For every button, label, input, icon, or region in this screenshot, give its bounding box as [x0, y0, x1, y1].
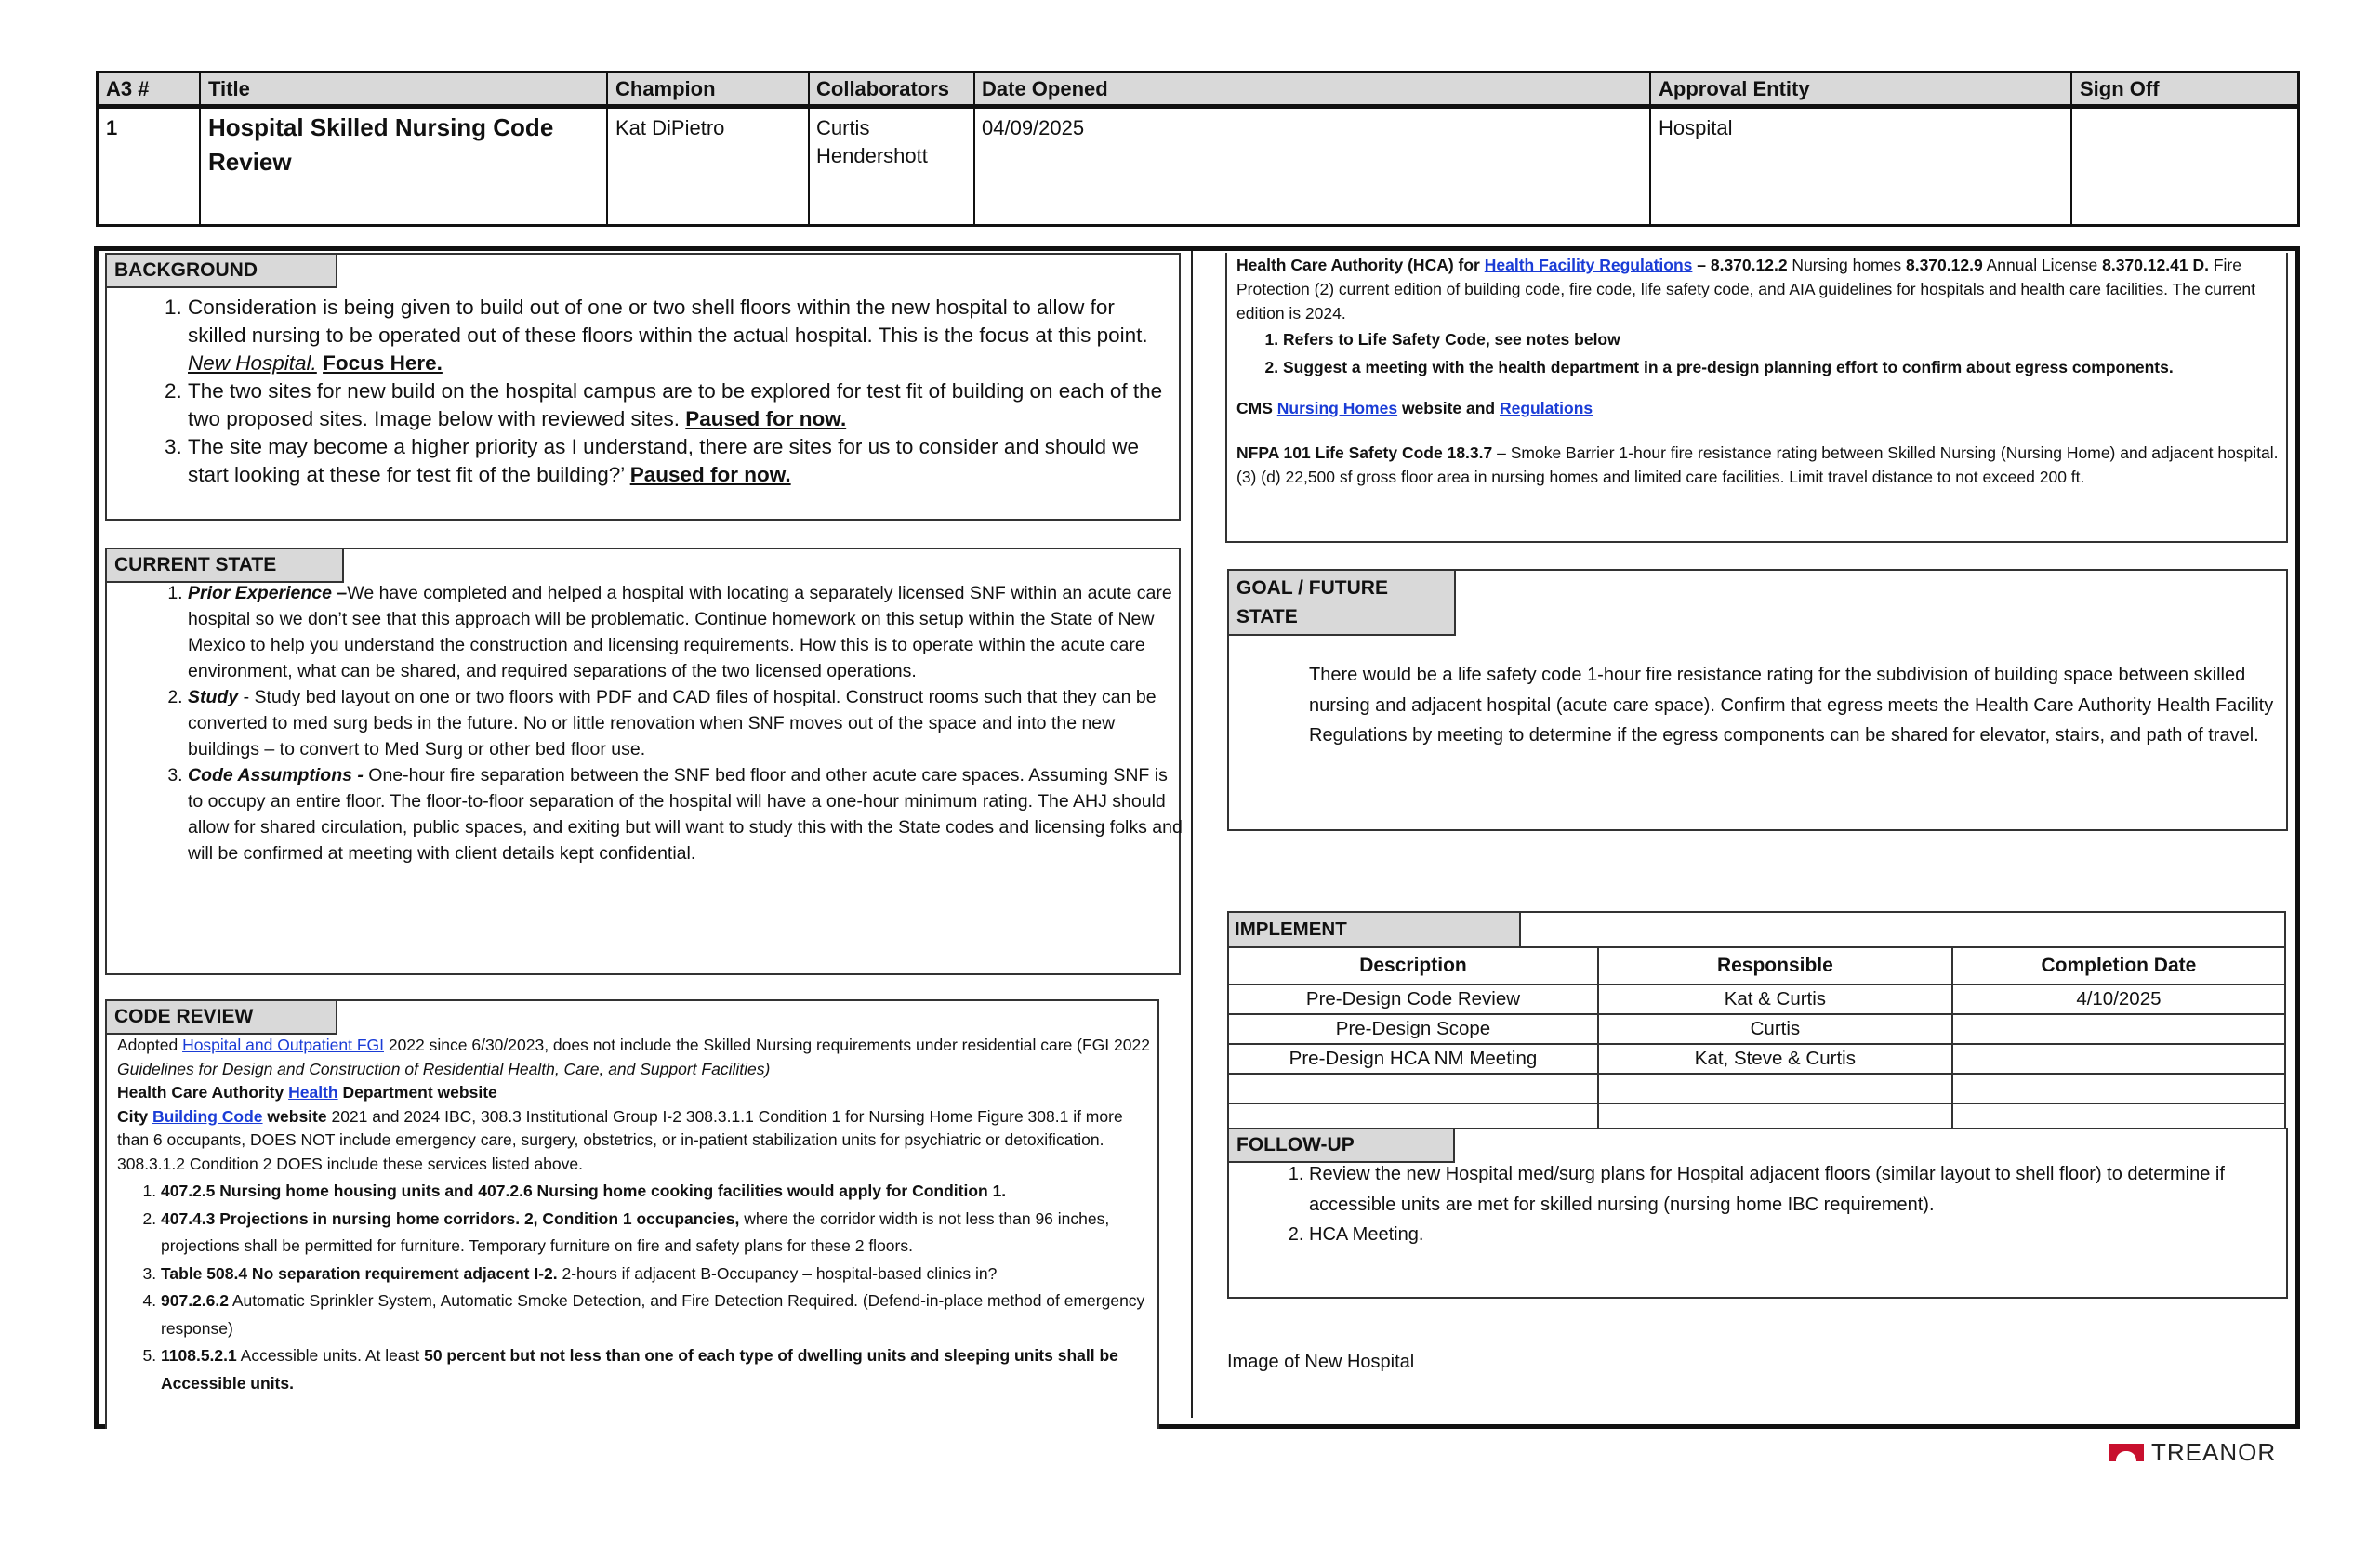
implement-col-responsible: Responsible [1598, 947, 1952, 984]
implement-responsible[interactable]: Curtis [1598, 1014, 1952, 1044]
col-divider [973, 73, 975, 224]
col-divider [2070, 73, 2072, 224]
implement-date[interactable]: 4/10/2025 [1952, 984, 2285, 1014]
treanor-logo [2109, 1440, 2276, 1464]
code-item: 5. 1108.5.2.1 Accessible units. At least 50 percent but not less than one of each type of dwelling units and sleeping units shall be Accessible units. [161, 1342, 1158, 1397]
code-review-heading: CODE REVIEW [105, 999, 337, 1035]
implement-description[interactable]: Pre-Design HCA NM Meeting [1228, 1044, 1598, 1074]
header-title: Title [208, 77, 250, 100]
implement-date[interactable] [1952, 1044, 2285, 1074]
follow-up-heading: FOLLOW-UP [1227, 1128, 1455, 1163]
implement-row [1228, 1014, 2285, 1044]
current-state-item: 3. Code Assumptions - One-hour fire separation between the SNF bed floor and other acute care spaces. Assuming SNF is to occupy an entire floor. The floor-to-floor separation of the hospital will have a one-hour minimum rating. The AHJ should allow for shared circulation, public spaces, and exiting but will want to study this with the State codes and licensing folks and will be confirmed at meeting with client details kept confidential. [188, 762, 1183, 866]
current-state-item: 2. Study - Study bed layout on one or two floors with PDF and CAD files of hospital. Construct rooms such that they can be converted to med surg beds in the future. No or little renovation when SNF moves out of the space and into the new buildings – to convert to Med Surg or other bed floor use. [188, 684, 1183, 762]
code-review-section [105, 999, 1159, 1429]
current-state-section [105, 548, 1181, 975]
goal-heading: GOAL / FUTURE STATE [1227, 569, 1456, 636]
code-item: 2. 407.4.3 Projections in nursing home corridors. 2, Condition 1 occupancies, where the corridor width is not less than 96 inches, projections shall be permitted for furniture. Temporary furniture on fire and safety plans for these 2 floors. [161, 1206, 1158, 1261]
cms-note: CMS Nursing Homes website and Regulations [1236, 399, 1593, 417]
implement-row [1228, 1074, 2285, 1103]
regulations-link[interactable]: Regulations [1499, 399, 1593, 417]
col-divider [808, 73, 810, 224]
collaborators-value [816, 114, 928, 170]
implement-date[interactable] [1952, 1014, 2285, 1044]
image-caption: Image of New Hospital [1227, 1352, 1415, 1372]
implement-col-description: Description [1228, 947, 1598, 984]
implement-description[interactable] [1228, 1074, 1598, 1103]
follow-up-section [1227, 1128, 2288, 1299]
approval-entity-value: Hospital [1659, 116, 1733, 139]
code-item: 3. Table 508.4 No separation requirement adjacent I-2. 2-hours if adjacent B-Occupancy – hospital-based clinics in? [161, 1261, 1158, 1288]
col-divider [199, 73, 201, 224]
implement-responsible[interactable] [1598, 1074, 1952, 1103]
champion-value: Kat DiPietro [615, 116, 725, 139]
current-state-heading: CURRENT STATE [105, 548, 344, 583]
header-a3-number: A3 # [106, 77, 150, 100]
header-sign-off: Sign Off [2080, 77, 2160, 100]
goal-text: There would be a life safety code 1-hour fire resistance rating for the subdivision of building space between skilled nursing and adjacent hospital (acute care space). Confirm that egress meets the Health Care Authority Health Facility Regulations by meeting to determine if the egress components can be shared for elevator, stairs, and path of travel. [1309, 665, 2274, 746]
collaborator-first: Curtis [816, 116, 870, 139]
health-link[interactable]: Health [288, 1083, 338, 1102]
collaborator-last: Hendershott [816, 144, 928, 167]
code-item: 4. 907.2.6.2 Automatic Sprinkler System, Automatic Smoke Detection, and Fire Detection Required. (Defend-in-place method of emergency response) [161, 1288, 1158, 1342]
regulations-section [1225, 253, 2288, 543]
header-date-opened: Date Opened [982, 77, 1108, 100]
hca-regulations-note: Health Care Authority (HCA) for Health Facility Regulations – 8.370.12.2 Nursing homes 8.370.12.9 Annual License 8.370.12.41 D. Fire Protection (2) current edition of building code, fire code, life safety code, and AIA guidelines for hospitals and health care facilities. The current edition is 2024. [1236, 256, 2256, 323]
implement-col-completion-date: Completion Date [1952, 947, 2285, 984]
hca-item: 2. Suggest a meeting with the health department in a pre-design planning effort to confirm about egress components. [1283, 353, 2285, 381]
header-collaborators: Collaborators [816, 77, 950, 100]
nfpa-note: NFPA 101 Life Safety Code 18.3.7 – Smoke Barrier 1-hour fire resistance rating between Skilled Nursing (Nursing Home) and adjacent hospital. (3) (d) 22,500 sf gross floor area in nursing homes and limited care facilities. Limit travel distance to not exceed 200 ft. [1236, 443, 2279, 486]
project-title: Hospital Skilled Nursing Code Review [208, 113, 554, 176]
implement-responsible[interactable]: Kat, Steve & Curtis [1598, 1044, 1952, 1074]
fgi-link[interactable]: Hospital and Outpatient FGI [182, 1036, 384, 1054]
health-facility-regulations-link[interactable]: Health Facility Regulations [1484, 256, 1693, 274]
nursing-homes-link[interactable]: Nursing Homes [1276, 399, 1398, 417]
hca-website-note: Health Care Authority Health Department website [117, 1083, 497, 1102]
treanor-arch-icon [2109, 1444, 2144, 1461]
background-item: 2. The two sites for new build on the hospital campus are to be explored for test fit of building on each of the two proposed sites. Image below with reviewed sites. Paused for now. [188, 377, 1178, 433]
column-divider [1191, 251, 1193, 1418]
header-champion: Champion [615, 77, 716, 100]
implement-date[interactable] [1952, 1074, 2285, 1103]
col-divider [1649, 73, 1651, 224]
background-heading: BACKGROUND [105, 253, 337, 288]
city-code-note: City Building Code website 2021 and 2024 IBC, 308.3 Institutional Group I-2 308.3.1.1 Condition 1 for Nursing Home Figure 308.1 if more than 6 occupants, DOES NOT include emergency care, surgery, obstetrics, or in-patient stabilization units for psychiatric or detoxification. 308.3.1.2 Condition 2 DOES include these services listed above. [117, 1106, 1123, 1173]
background-item: 3. The site may become a higher priority as I understand, there are sites for us to consider and should we start looking at these for test fit of the building?’ Paused for now. [188, 433, 1178, 489]
implement-responsible[interactable]: Kat & Curtis [1598, 984, 1952, 1014]
header-approval-entity: Approval Entity [1659, 77, 1810, 100]
col-divider [606, 73, 608, 224]
implement-section [1227, 911, 2286, 1127]
implement-heading: IMPLEMENT [1228, 912, 1520, 947]
a3-number-value: 1 [106, 116, 118, 139]
implement-row [1228, 1044, 2285, 1074]
code-item: 1. 407.2.5 Nursing home housing units and 407.2.6 Nursing home cooking facilities would apply for Condition 1. [161, 1178, 1158, 1206]
a3-header-table [96, 71, 2300, 227]
current-state-item: 1. Prior Experience –We have completed and helped a hospital with locating a separately licensed SNF within an acute care hospital so we don’t see that this approach will be problematic. Continue homework on this setup within the State of New Mexico to help you understand the construction and licensing requirements. How this is to operate within the acute care environment, what can be shared, and required separations of the two licensed operations. [188, 580, 1183, 684]
background-item: 1. Consideration is being given to build out of one or two shell floors within the new hospital to allow for skilled nursing to be operated out of these floors within the actual hospital. This is the focus at this point. New Hospital. Focus Here. [188, 294, 1178, 377]
follow-up-item: 1. Review the new Hospital med/surg plans for Hospital adjacent floors (similar layout to shell floor) to determine if accessible units are met for skilled nursing (nursing home IBC requirement). [1309, 1159, 2280, 1220]
fgi-adoption-note: Adopted Hospital and Outpatient FGI 2022 since 6/30/2023, does not include the Skilled Nursing requirements under residential care (FGI 2022 Guidelines for Design and Construction of Residential Health, Care, and Support Facilities) [117, 1036, 1150, 1078]
date-opened-value: 04/09/2025 [982, 116, 1085, 139]
header-row [99, 73, 2297, 109]
hca-item: 1. Refers to Life Safety Code, see notes below [1283, 325, 2285, 353]
implement-description[interactable]: Pre-Design Scope [1228, 1014, 1598, 1044]
follow-up-item: 2. HCA Meeting. [1309, 1220, 2280, 1250]
background-section [105, 253, 1181, 521]
implement-description[interactable]: Pre-Design Code Review [1228, 984, 1598, 1014]
logo-wordmark: TREANOR [2151, 1438, 2277, 1466]
implement-row [1228, 984, 2285, 1014]
building-code-link[interactable]: Building Code [152, 1106, 263, 1126]
goal-future-state-section [1227, 569, 2288, 831]
